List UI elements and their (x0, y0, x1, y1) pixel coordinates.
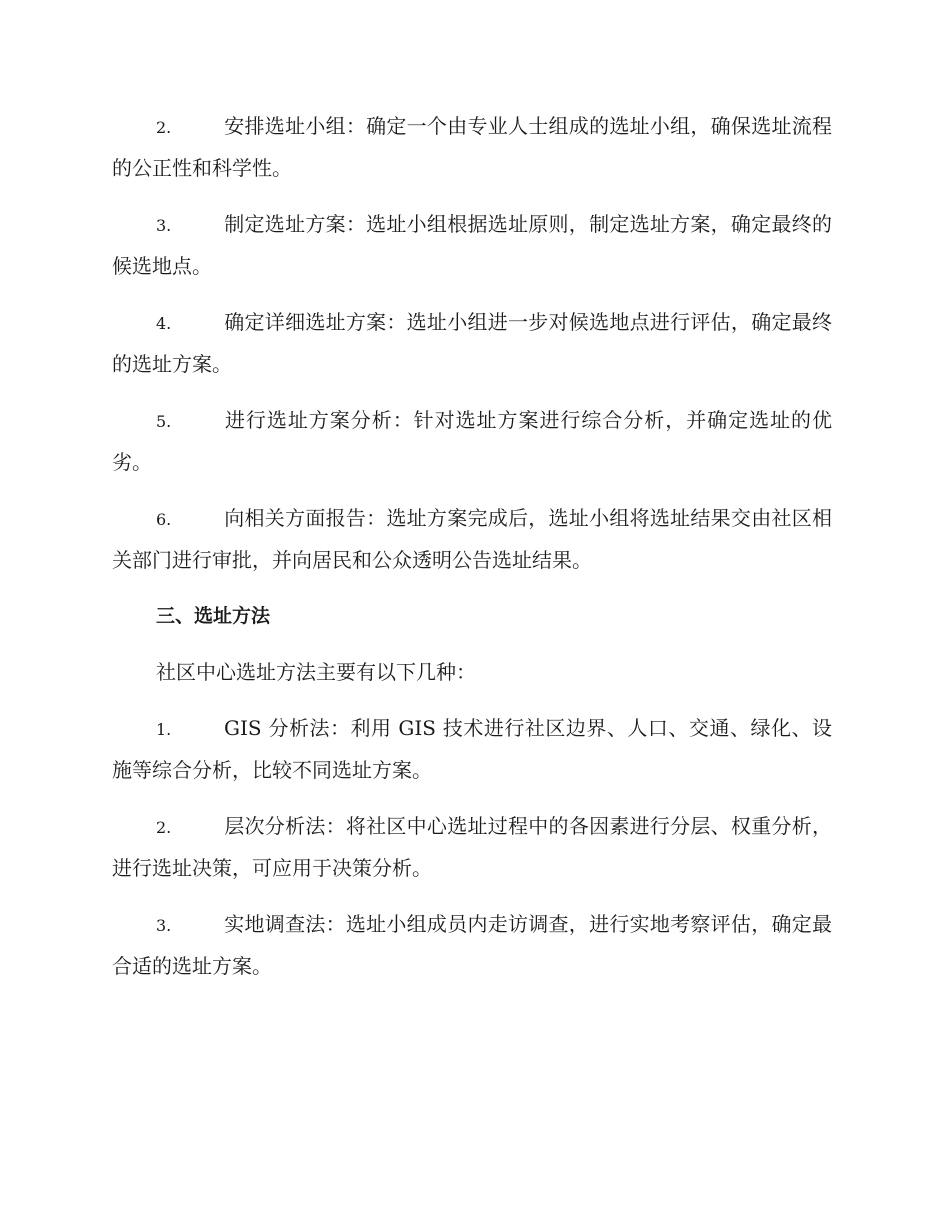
list-number: 4. (156, 314, 172, 333)
list-number: 3. (156, 216, 172, 235)
list-text: GIS 分析法：利用 GIS 技术进行社区边界、人口、交通、绿化、设施等综合分析，比较不同选址方案。 (112, 716, 832, 782)
list-item (112, 106, 832, 189)
list-text: 制定选址方案：选址小组根据选址原则，制定选址方案，确定最终的候选地点。 (112, 212, 832, 278)
list-item (112, 302, 832, 385)
list-text: 安排选址小组：确定一个由专业人士组成的选址小组，确保选址流程的公正性和科学性。 (112, 114, 832, 180)
list-item (112, 904, 832, 987)
list-item (112, 498, 832, 581)
list-text: 确定详细选址方案：选址小组进一步对候选地点进行评估，确定最终的选址方案。 (112, 310, 832, 376)
section-heading: 三、选址方法 (156, 605, 271, 627)
list-number: 5. (156, 412, 172, 431)
list-number: 2. (156, 818, 172, 837)
list-number: 2. (156, 118, 172, 137)
list-text: 实地调查法：选址小组成员内走访调查，进行实地考察评估，确定最合适的选址方案。 (112, 912, 832, 978)
list-item (112, 806, 832, 889)
list-item (112, 400, 832, 483)
list-item (112, 204, 832, 287)
list-number: 6. (156, 510, 172, 529)
document-page (112, 106, 832, 1002)
list-text: 层次分析法：将社区中心选址过程中的各因素进行分层、权重分析，进行选址决策，可应用于决策分析。 (112, 814, 832, 880)
list-text: 进行选址方案分析：针对选址方案进行综合分析，并确定选址的优劣。 (112, 408, 832, 474)
list-item (112, 708, 832, 791)
list-text: 向相关方面报告：选址方案完成后，选址小组将选址结果交由社区相关部门进行审批，并向居民和公众透明公告选址结果。 (112, 506, 832, 572)
section-intro: 社区中心选址方法主要有以下几种： (156, 660, 476, 684)
list-number: 3. (156, 916, 172, 935)
list-number: 1. (156, 720, 172, 739)
